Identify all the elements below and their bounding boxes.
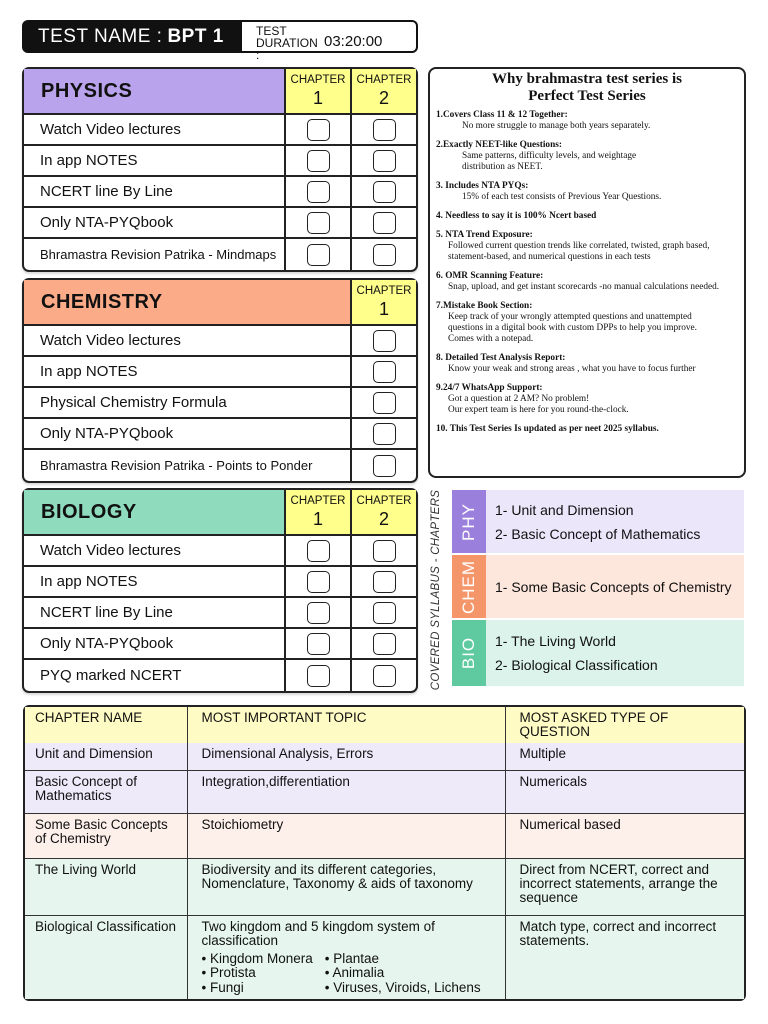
chemistry-checkbox-cell (350, 419, 416, 448)
biology-resource-row (24, 567, 416, 598)
why-point (436, 271, 738, 293)
table-header-row (25, 707, 744, 743)
chapter-number: 1 (312, 508, 323, 529)
physics-chapter-2-checkbox[interactable] (373, 181, 396, 203)
physics-checkbox-cell (284, 115, 350, 144)
biology-resource-row (24, 598, 416, 629)
duration-label-line2: DURATION : (256, 36, 318, 62)
chemistry-checkbox-cell (350, 388, 416, 417)
biology-checkbox-cell (284, 567, 350, 596)
why-points-list (436, 110, 738, 435)
biology-resource-row (24, 629, 416, 660)
chapter-number: 2 (378, 87, 389, 108)
topics-table (23, 705, 746, 1001)
chemistry-resource-label: Physical Chemistry Formula (40, 394, 227, 411)
covered-syllabus-label (420, 489, 452, 691)
syllabus-chapter: 1- Some Basic Concepts of Chemistry (495, 578, 732, 595)
syllabus-chapter: 1- Unit and Dimension (495, 501, 634, 518)
syllabus-tag (452, 490, 486, 553)
syllabus-chapter: 2- Biological Classification (495, 657, 658, 673)
why-point (436, 383, 738, 416)
biology-chapter-2-checkbox[interactable] (373, 540, 396, 562)
biology-chapter-1-checkbox[interactable] (307, 633, 330, 655)
cell-important-topic (187, 915, 505, 999)
syllabus-tag (452, 555, 486, 618)
why-point-desc: questions in a digital book with custom DPPs to help you improve. (448, 323, 697, 333)
physics-checkbox-cell (284, 146, 350, 175)
biology-title: BIOLOGY (24, 490, 284, 534)
physics-checkbox-cell (350, 208, 416, 237)
physics-chapter-2-header (350, 69, 416, 113)
table-row (25, 858, 744, 915)
why-point-desc: Followed current question trends like correlated, twisted, graph based, (448, 241, 710, 251)
topic-text: Two kingdom and 5 kingdom system of classification (201, 918, 435, 948)
why-point-desc: statement-based, and numerical questions in each tests (448, 252, 651, 262)
biology-resource-label: Only NTA-PYQbook (40, 635, 174, 652)
physics-title: PHYSICS (24, 69, 284, 113)
biology-panel (22, 488, 418, 693)
why-point-desc: No more struggle to manage both years separately. (462, 121, 651, 131)
syllabus-chapter: 1- The Living World (495, 633, 616, 649)
chapter-label: CHAPTER (290, 73, 346, 86)
physics-chapter-2-checkbox[interactable] (373, 244, 396, 266)
why-point-desc: Our expert team is here for you round-the-clock. (448, 405, 629, 415)
biology-title-row (24, 490, 416, 536)
physics-checkbox-cell (284, 177, 350, 206)
biology-checkbox-cell (284, 660, 350, 691)
physics-chapter-1-checkbox[interactable] (307, 212, 330, 234)
test-name (24, 22, 242, 51)
chemistry-checkbox-cell (350, 450, 416, 481)
physics-title-row (24, 69, 416, 115)
why-point-title: 3. Includes NTA PYQs: (436, 181, 529, 191)
chemistry-chapter-1-checkbox[interactable] (373, 423, 396, 445)
chemistry-panel (22, 278, 418, 483)
why-point-title: 2.Exactly NEET-like Questions: (436, 140, 562, 150)
chemistry-chapter-1-checkbox[interactable] (373, 392, 396, 414)
why-point (436, 301, 738, 345)
cell-chapter-name: Basic Concept of Mathematics (25, 770, 187, 813)
table-row (25, 813, 744, 858)
header-chapter-name: CHAPTER NAME (25, 707, 187, 743)
cell-chapter-name: The Living World (25, 858, 187, 915)
why-point-title: 9.24/7 WhatsApp Support: (436, 383, 543, 393)
cell-chapter-name: Biological Classification (25, 915, 187, 999)
biology-chapter-1-checkbox[interactable] (307, 571, 330, 593)
topic-text: Dimensional Analysis, Errors (201, 746, 374, 761)
why-point-desc: Snap, upload, and get instant scorecards -no manual calculations needed. (448, 282, 720, 292)
chapter-label: CHAPTER (356, 284, 412, 297)
biology-resource-label: PYQ marked NCERT (40, 667, 182, 684)
biology-chapter-2-checkbox[interactable] (373, 571, 396, 593)
physics-panel (22, 67, 418, 272)
chemistry-title: CHEMISTRY (24, 280, 350, 324)
cell-question-type: Direct from NCERT, correct and incorrect statements, arrange the sequence (505, 858, 744, 915)
biology-chapter-2-checkbox[interactable] (373, 602, 396, 624)
physics-chapter-2-checkbox[interactable] (373, 212, 396, 234)
syllabus-chapter-list (486, 555, 744, 618)
test-name-value: BPT 1 (167, 25, 224, 47)
biology-checkbox-cell (284, 598, 350, 627)
chapter-label: CHAPTER (290, 494, 346, 507)
kingdom-column (325, 952, 481, 996)
chemistry-resource-label: Only NTA-PYQbook (40, 425, 174, 442)
header-important-topic: MOST IMPORTANT TOPIC (187, 707, 505, 743)
why-point-title: 6. OMR Scanning Feature: (436, 271, 544, 281)
biology-chapter-1-header (284, 490, 350, 534)
test-duration-value: 03:20:00 (324, 33, 383, 50)
cell-question-type: Multiple (505, 743, 744, 770)
chapter-label: CHAPTER (356, 73, 412, 86)
biology-checkbox-cell (350, 536, 416, 565)
physics-chapter-1-checkbox[interactable] (307, 181, 330, 203)
table-row (25, 770, 744, 813)
kingdom-column (202, 952, 313, 996)
chemistry-resource-row (24, 326, 416, 357)
why-point-desc: 15% of each test consists of Previous Year Questions. (462, 192, 662, 202)
cell-chapter-name: Some Basic Concepts of Chemistry (25, 813, 187, 858)
why-point-title: 7.Mistake Book Section: (436, 301, 533, 311)
biology-chapter-2-checkbox[interactable] (373, 633, 396, 655)
chemistry-resource-label: Bhramastra Revision Patrika - Points to Ponder (40, 458, 313, 473)
biology-resource-label: NCERT line By Line (40, 604, 173, 621)
cell-important-topic (187, 858, 505, 915)
biology-checkbox-cell (350, 629, 416, 658)
physics-resource-row (24, 115, 416, 146)
chemistry-title-row (24, 280, 416, 326)
why-point (436, 110, 738, 132)
chemistry-chapter-1-checkbox[interactable] (373, 330, 396, 352)
why-point-title: 1.Covers Class 11 & 12 Together: (436, 110, 568, 120)
physics-chapter-2-checkbox[interactable] (373, 150, 396, 172)
chemistry-checkbox-cell (350, 326, 416, 355)
why-point-desc: Got a question at 2 AM? No problem! (448, 394, 590, 404)
physics-chapter-2-checkbox[interactable] (373, 119, 396, 141)
chapter-label: CHAPTER (356, 494, 412, 507)
biology-chapter-2-header (350, 490, 416, 534)
test-name-label: TEST NAME : (38, 25, 163, 47)
why-point-desc: Keep track of your wrongly attempted questions and unattempted (448, 312, 692, 322)
syllabus-tag (452, 620, 486, 686)
why-title-line2: Perfect Test Series (528, 88, 646, 104)
syllabus-chem (452, 555, 744, 618)
syllabus-chapter-list (486, 490, 744, 553)
physics-resource-label: In app NOTES (40, 152, 138, 169)
why-point (436, 181, 738, 203)
kingdom-list (202, 952, 495, 996)
physics-resource-row (24, 208, 416, 239)
biology-resource-label: In app NOTES (40, 573, 138, 590)
biology-resource-row (24, 660, 416, 691)
why-point (436, 211, 738, 222)
why-point-title: 10. This Test Series Is updated as per neet 2025 syllabus. (436, 424, 659, 434)
cell-important-topic (187, 770, 505, 813)
why-point-desc: Same patterns, difficulty levels, and weightage (462, 151, 637, 161)
chemistry-resource-label: Watch Video lectures (40, 332, 181, 349)
physics-chapter-1-checkbox[interactable] (307, 119, 330, 141)
syllabus-chapter-list (486, 620, 744, 686)
syllabus-tag-text: PHY (459, 502, 478, 541)
syllabus-bio (452, 620, 744, 686)
physics-chapter-1-checkbox[interactable] (307, 150, 330, 172)
cell-question-type: Match type, correct and incorrect statements. (519, 918, 717, 948)
kingdom-item: • Plantae (324, 950, 380, 966)
syllabus-chapter: 2- Basic Concept of Mathematics (495, 525, 701, 542)
physics-resource-label: Bhramastra Revision Patrika - Mindmaps (40, 247, 277, 262)
topic-text: Biodiversity and its different categories, Nomenclature, Taxonomy & aids of taxonomy (201, 861, 473, 891)
table-row (25, 915, 744, 999)
physics-checkbox-cell (350, 146, 416, 175)
physics-resource-row (24, 146, 416, 177)
physics-resource-label: Watch Video lectures (40, 121, 181, 138)
chapter-number: 2 (378, 508, 389, 529)
why-title-line1: Why brahmastra test series is (492, 71, 682, 87)
biology-resource-row (24, 536, 416, 567)
why-point-title: 5. NTA Trend Exposure: (436, 230, 533, 240)
biology-checkbox-cell (350, 598, 416, 627)
why-point-desc: distribution as NEET. (462, 162, 543, 172)
kingdom-item: • Kingdom Monera (201, 950, 313, 966)
kingdom-item: • Animalia (324, 965, 385, 980)
test-duration-label (242, 22, 322, 62)
kingdom-item: • Fungi (201, 979, 244, 995)
cell-chapter-name: Unit and Dimension (25, 743, 187, 770)
why-point (436, 230, 738, 263)
physics-chapter-1-checkbox[interactable] (307, 244, 330, 266)
physics-checkbox-cell (350, 239, 416, 270)
biology-checkbox-cell (284, 536, 350, 565)
biology-checkbox-cell (350, 567, 416, 596)
physics-checkbox-cell (350, 115, 416, 144)
chemistry-checkbox-cell (350, 357, 416, 386)
why-point-title: 4. Needless to say it is 100% Ncert based (436, 211, 597, 221)
chemistry-resource-row (24, 419, 416, 450)
biology-chapter-2-checkbox[interactable] (373, 665, 396, 687)
physics-checkbox-cell (284, 208, 350, 237)
biology-chapter-1-checkbox[interactable] (307, 602, 330, 624)
chemistry-resource-row (24, 450, 416, 481)
chemistry-resource-row (24, 357, 416, 388)
why-test-series-box (428, 67, 746, 478)
chapter-number: 1 (378, 298, 389, 319)
physics-resource-row (24, 239, 416, 270)
why-point (436, 353, 738, 375)
chemistry-chapter-1-checkbox[interactable] (373, 361, 396, 383)
cell-question-type: Numerical based (505, 813, 744, 858)
table-row (25, 743, 744, 770)
why-point (436, 424, 738, 435)
kingdom-item: • Viruses, Viroids, Lichens (324, 979, 481, 995)
biology-checkbox-cell (350, 660, 416, 691)
biology-chapter-1-checkbox[interactable] (307, 540, 330, 562)
physics-chapter-1-header (284, 69, 350, 113)
test-header (22, 20, 418, 62)
physics-checkbox-cell (350, 177, 416, 206)
why-point (436, 140, 738, 173)
physics-resource-row (24, 177, 416, 208)
chemistry-chapter-1-header (350, 280, 416, 324)
physics-resource-label: Only NTA-PYQbook (40, 214, 174, 231)
syllabus-phy (452, 490, 744, 553)
covered-syllabus-text: COVERED SYLLABUS - CHAPTERS (430, 489, 442, 691)
biology-resource-label: Watch Video lectures (40, 542, 181, 559)
header-question-type: MOST ASKED TYPE OF QUESTION (505, 707, 744, 743)
syllabus-tag-text: CHEM (459, 559, 478, 614)
why-point-desc: Know your weak and strong areas , what you have to focus further (448, 364, 696, 374)
chemistry-resource-label: In app NOTES (40, 363, 138, 380)
why-title (436, 71, 738, 105)
syllabus-tag-text: BIO (458, 636, 478, 670)
duration-label-line1: TEST (256, 24, 287, 38)
cell-important-topic (187, 743, 505, 770)
why-point-desc: Comes with a notepad. (448, 334, 534, 344)
chemistry-chapter-1-checkbox[interactable] (373, 455, 396, 477)
physics-resource-label: NCERT line By Line (40, 183, 173, 200)
why-point-title: 8. Detailed Test Analysis Report: (436, 353, 566, 363)
topic-text: Stoichiometry (201, 816, 284, 832)
topic-text: Integration,differentiation (201, 773, 350, 789)
physics-checkbox-cell (284, 239, 350, 270)
chemistry-resource-row (24, 388, 416, 419)
biology-chapter-1-checkbox[interactable] (307, 665, 330, 687)
cell-important-topic (187, 813, 505, 858)
kingdom-item: • Protista (201, 965, 256, 980)
chapter-number: 1 (312, 87, 323, 108)
cell-question-type: Numericals (505, 770, 744, 813)
biology-checkbox-cell (284, 629, 350, 658)
